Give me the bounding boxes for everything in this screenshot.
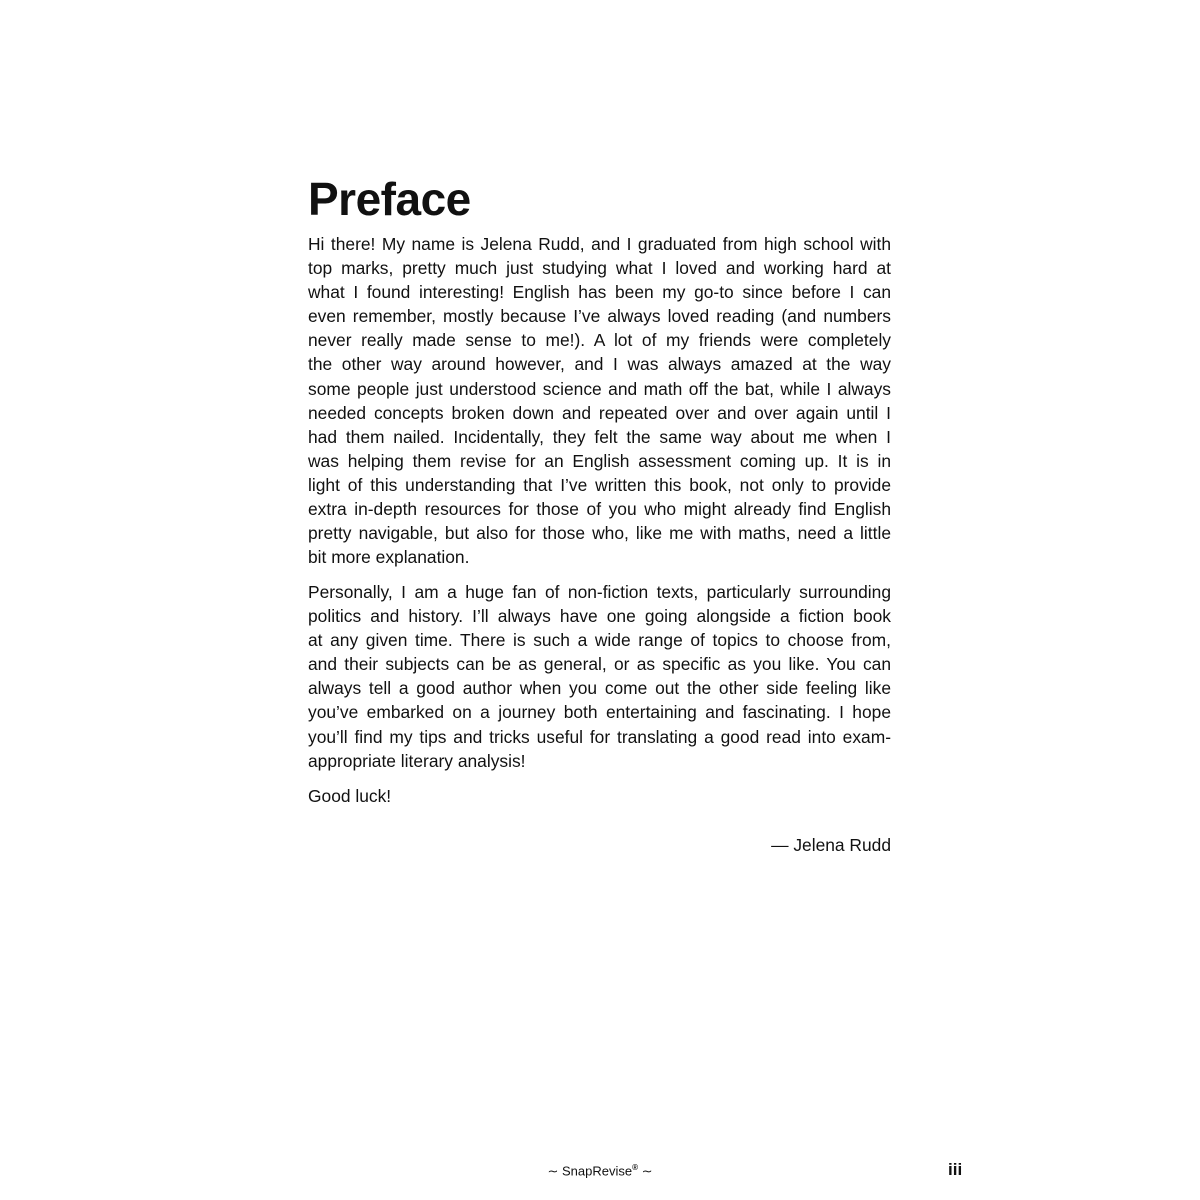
paragraph-intro: [308, 232, 891, 569]
text-line: needed concepts broken down and repeated over and over again until I: [308, 402, 891, 423]
registered-mark: ®: [632, 1163, 638, 1172]
text-line: appropriate literary analysis!: [308, 750, 526, 771]
brand-name: ∼ SnapRevise: [547, 1163, 633, 1179]
footer-brand: [0, 1163, 1200, 1179]
paragraph-interests: [308, 580, 891, 773]
text-line: Hi there! My name is Jelena Rudd, and I graduated from high school with: [308, 234, 891, 254]
page-number: iii: [948, 1160, 963, 1179]
text-line: Good luck!: [308, 786, 392, 806]
text-line: Personally, I am a huge fan of non-fiction texts, particularly surrounding: [308, 582, 891, 602]
text-line: never really made sense to me!). A lot of my friends were completely: [308, 330, 891, 351]
text-line: pretty navigable, but also for those who, like me with maths, need a little: [308, 523, 891, 544]
paragraph-closing: [308, 784, 891, 808]
text-line: top marks, pretty much just studying what I loved and working hard at: [308, 258, 891, 279]
tilde: ∼: [638, 1163, 653, 1179]
text-line: some people just understood science and math off the bat, while I always: [308, 378, 891, 399]
text-line: and their subjects can be as general, or as specific as you like. You can: [308, 654, 891, 675]
text-line: you’ll find my tips and tricks useful for translating a good read into exam-: [308, 726, 891, 747]
text-line: what I found interesting! English has been my go-to since before I can: [308, 282, 891, 303]
text-line: the other way around however, and I was always amazed at the way: [308, 354, 891, 375]
text-line: was helping them revise for an English assessment coming up. It is in: [308, 450, 891, 471]
text-line: politics and history. I’ll always have one going alongside a fiction book: [308, 606, 891, 627]
text-line: had them nailed. Incidentally, they felt the same way about me when I: [308, 426, 891, 447]
text-line: always tell a good author when you come out the other side feeling like: [308, 678, 891, 699]
text-line: light of this understanding that I’ve written this book, not only to provide: [308, 474, 891, 495]
signature: — Jelena Rudd: [771, 835, 891, 855]
text-line: bit more explanation.: [308, 547, 470, 568]
text-line: at any given time. There is such a wide range of topics to choose from,: [308, 630, 891, 651]
text-line: even remember, mostly because I’ve always loved reading (and numbers: [308, 306, 891, 327]
text-line: you’ve embarked on a journey both entertaining and fascinating. I hope: [308, 702, 891, 723]
page-title: Preface: [308, 173, 471, 225]
text-line: extra in-depth resources for those of you who might already find English: [308, 499, 891, 520]
